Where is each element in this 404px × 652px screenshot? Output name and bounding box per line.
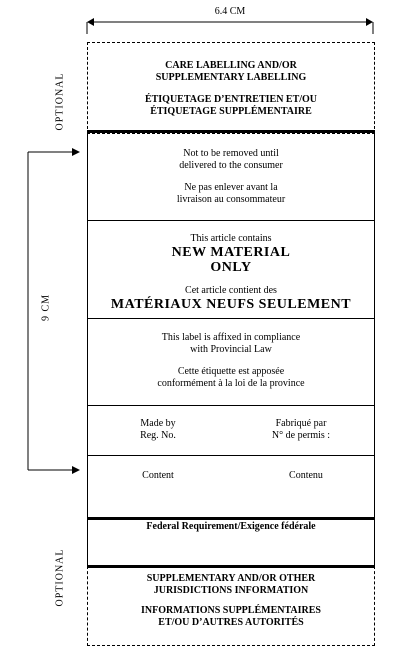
material-fr-main: MATÉRIAUX NEUFS SEULEMENT — [110, 297, 352, 312]
removal-fr-line2: livraison au consommateur — [176, 194, 286, 205]
height-dimension-label: 9 CM — [40, 293, 52, 322]
optional-top-label: OPTIONAL — [54, 72, 66, 131]
care-fr-line2: ÉTIQUETAGE SUPPLÉMENTAIRE — [150, 106, 312, 117]
compliance-fr-line1: Cette étiquette est apposée — [177, 366, 285, 377]
removal-fr-line1: Ne pas enlever avant la — [184, 182, 278, 193]
registration-fr — [246, 418, 356, 442]
compliance-en-line1: This label is affixed in compliance — [161, 332, 301, 343]
divider-top-thick — [87, 130, 374, 133]
material-en-line2: ONLY — [210, 260, 252, 275]
supplementary-fr-line2: ET/OU D’AUTRES AUTORITÉS — [158, 617, 304, 628]
registration-en-line2: Reg. No. — [140, 430, 176, 441]
divider-federal-thick — [87, 517, 374, 520]
material-en-line1: NEW MATERIAL — [171, 245, 291, 260]
care-labelling-section — [88, 60, 374, 118]
registration-fr-line1: Fabriqué par — [275, 418, 327, 429]
label-right-border — [374, 130, 375, 568]
care-fr-line1: ÉTIQUETAGE D’ENTRETIEN ET/OU — [144, 94, 318, 105]
registration-en-line1: Made by — [140, 418, 176, 429]
care-en-line2: SUPPLEMENTARY LABELLING — [155, 72, 307, 83]
divider-registration — [87, 405, 374, 406]
material-fr-intro: Cet article contient des — [185, 285, 277, 296]
removal-en-line2: delivered to the consumer — [179, 160, 283, 171]
content-fr: Contenu — [289, 470, 323, 481]
material-en-intro: This article contains — [190, 233, 272, 244]
divider-content — [87, 455, 374, 456]
compliance-en-line2: with Provincial Law — [190, 344, 272, 355]
registration-en — [108, 418, 208, 442]
divider-bottom-thick — [87, 565, 374, 568]
supplementary-en-line2: JURISDICTIONS INFORMATION — [153, 585, 309, 596]
care-en-line1: CARE LABELLING AND/OR — [165, 60, 297, 71]
material-section — [88, 233, 374, 312]
divider-compliance — [87, 318, 374, 319]
federal-requirement: Federal Requirement/Exigence fédérale — [146, 521, 316, 532]
supplementary-section — [88, 573, 374, 629]
divider-material — [87, 220, 374, 221]
removal-section — [88, 148, 374, 206]
registration-fr-line2: N° de permis : — [271, 430, 331, 441]
supplementary-en-line1: SUPPLEMENTARY AND/OR OTHER — [146, 573, 316, 584]
optional-bottom-label: OPTIONAL — [54, 548, 66, 607]
content-en: Content — [142, 470, 174, 481]
removal-en-line1: Not to be removed until — [183, 148, 279, 159]
supplementary-fr-line1: INFORMATIONS SUPPLÉMENTAIRES — [141, 605, 321, 616]
compliance-section — [88, 332, 374, 390]
height-dimension-arrow — [22, 146, 86, 476]
width-dimension-label: 6.4 CM — [214, 6, 246, 17]
compliance-fr-line2: conformément à la loi de la province — [157, 378, 305, 389]
